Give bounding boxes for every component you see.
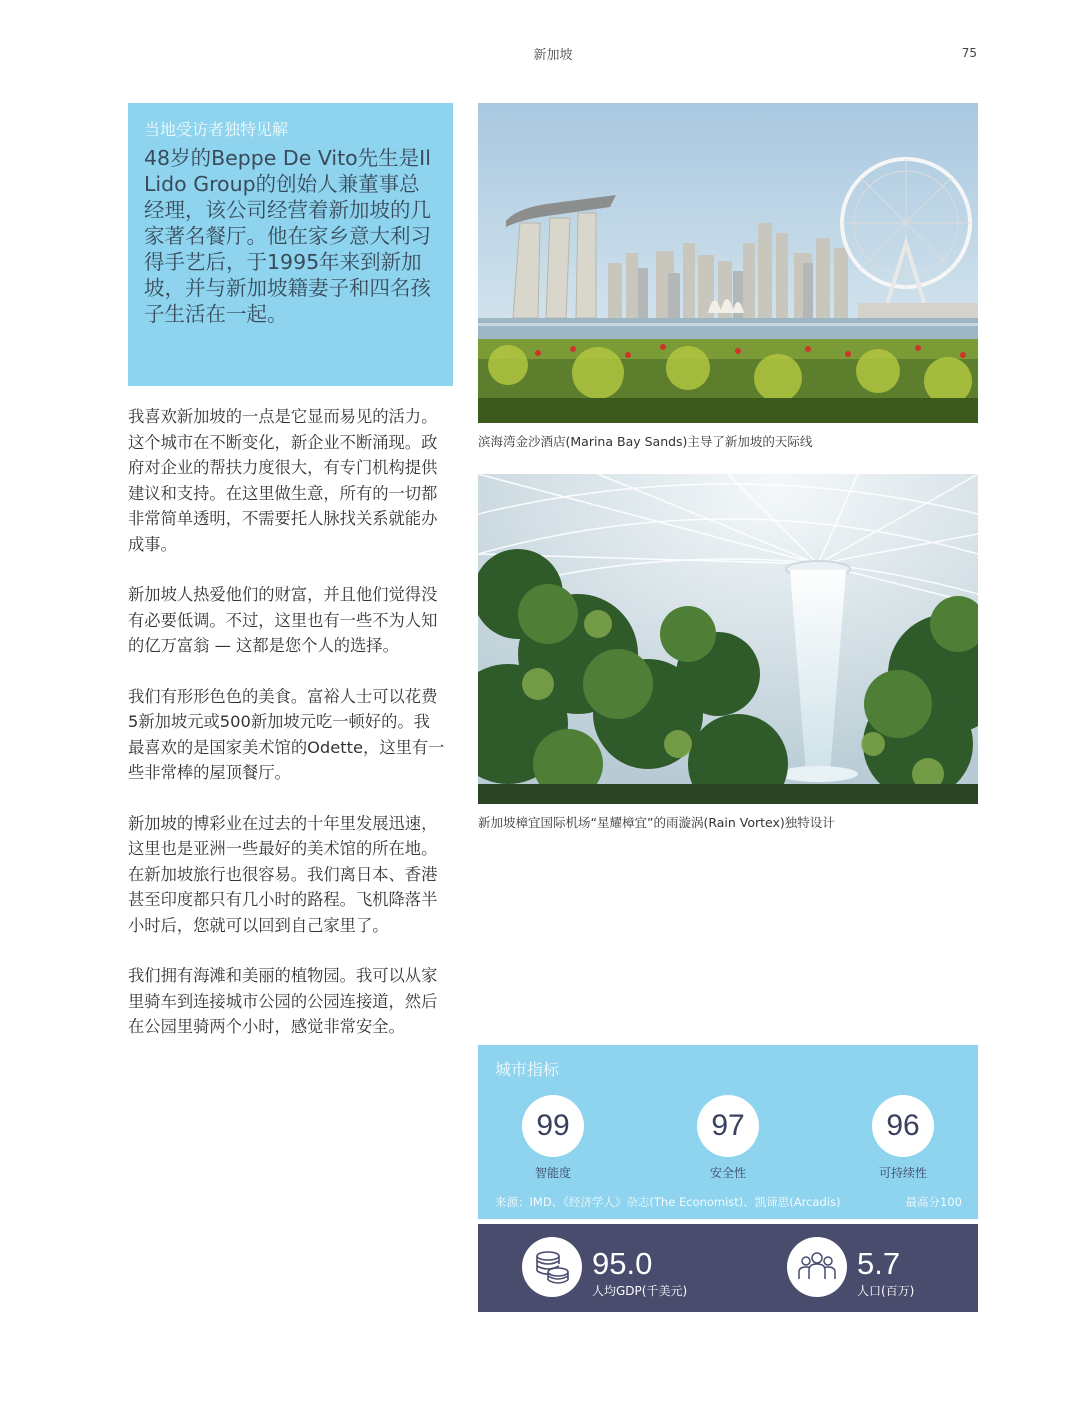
population-value: 5.7 (857, 1246, 901, 1281)
skyline-caption: 滨海湾金沙酒店(Marina Bay Sands)主导了新加坡的天际线 (478, 434, 813, 449)
population-label: 人口(百万) (857, 1284, 915, 1298)
metrics-source-note: 来源：IMD、《经济学人》杂志(The Economist)、凯谛思(Arcadis) (495, 1195, 841, 1209)
score-value: 99 (522, 1095, 584, 1157)
body-paragraph: 新加坡的博彩业在过去的十年里发展迅速，这里也是亚洲一些最好的美术馆的所在地。在新加坡旅行也很容易。我们离日本、香港甚至印度都只有几小时的路程。飞机降落半小时后，您就可以回到自己家里了。 (128, 813, 438, 935)
key-stats-bar (478, 1224, 978, 1312)
city-metrics-title: 城市指标 (495, 1060, 560, 1079)
rain-vortex-photo (478, 474, 978, 804)
score-value: 96 (872, 1095, 934, 1157)
body-paragraph: 新加坡人热爱他们的财富，并且他们觉得没有必要低调。不过，这里也有一些不为人知的亿万富翁 — 这都是您个人的选择。 (128, 585, 438, 655)
rain-vortex-caption: 新加坡樟宜国际机场“星耀樟宜”的雨漩涡(Rain Vortex)独特设计 (478, 815, 835, 830)
score-label: 可持续性 (878, 1166, 927, 1180)
body-paragraph: 我们有形形色色的美食。富裕人士可以花费5新加坡元或500新加坡元吃一顿好的。我最喜欢的是国家美术馆的Odette，这里有一些非常棒的屋顶餐厅。 (128, 686, 445, 782)
local-insight-box (128, 103, 453, 386)
gdp-value: 95.0 (592, 1246, 653, 1281)
page-number: 75 (961, 46, 977, 60)
local-insight-heading: 当地受访者独特见解 (144, 120, 289, 139)
interview-body (128, 404, 446, 1065)
sustainability-score (843, 1095, 963, 1181)
city-metrics-panel (478, 1045, 978, 1219)
safety-score (668, 1095, 788, 1181)
coins-icon (522, 1237, 582, 1297)
skyline-photo (478, 103, 978, 423)
body-paragraph: 我们拥有海滩和美丽的植物园。我可以从家里骑车到连接城市公园的公园连接道，然后在公园里骑两个小时，感觉非常安全。 (128, 966, 438, 1036)
page-header-title: 新加坡 (533, 48, 573, 63)
smartness-score (493, 1095, 613, 1181)
metrics-max-note: 最高分100 (905, 1195, 962, 1209)
score-label: 安全性 (709, 1166, 746, 1180)
people-icon (787, 1237, 847, 1297)
gdp-label: 人均GDP(千美元) (592, 1284, 688, 1298)
score-value: 97 (697, 1095, 759, 1157)
body-paragraph: 我喜欢新加坡的一点是它显而易见的活力。这个城市在不断变化，新企业不断涌现。政府对企业的帮扶力度很大，有专门机构提供建议和支持。在这里做生意，所有的一切都非常简单透明，不需要托人脉找关系就能办成事。 (128, 407, 438, 554)
score-label: 智能度 (534, 1166, 571, 1180)
local-insight-text: 48岁的Beppe De Vito先生是Il Lido Group的创始人兼董事总经理，该公司经营着新加坡的几家著名餐厅。他在家乡意大利习得手艺后，于1995年来到新加坡，并与新加坡籍妻子和四名孩子生活在一起。 (144, 146, 431, 326)
